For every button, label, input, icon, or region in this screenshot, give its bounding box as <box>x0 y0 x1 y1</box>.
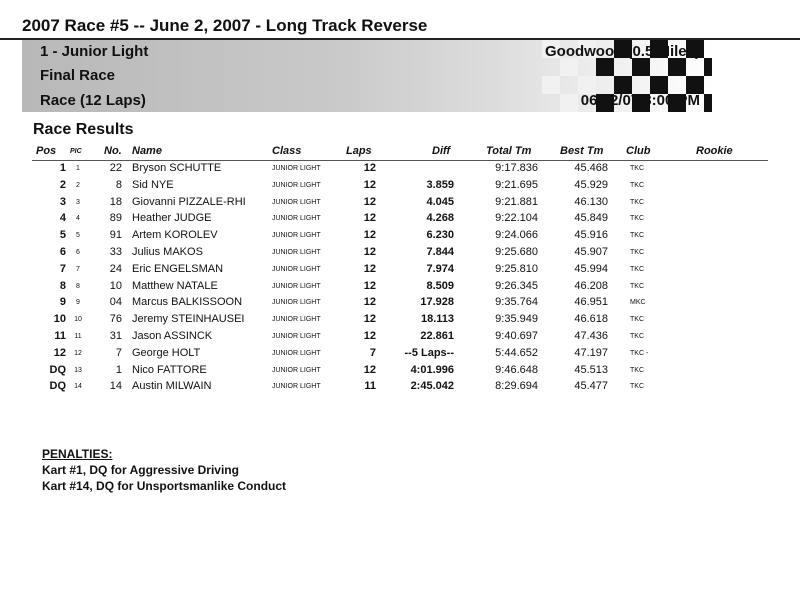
cell-pos: 9 <box>59 296 66 309</box>
cell-total-time: 9:21.695 <box>495 178 538 191</box>
cell-pos: 12 <box>53 346 66 359</box>
cell-laps: 12 <box>363 229 376 242</box>
race-type: Final Race <box>40 67 116 84</box>
section-title: Race Results <box>33 121 134 138</box>
cell-pos: 10 <box>53 313 66 326</box>
cell-club: TKC <box>630 282 644 290</box>
cell-kart-number: 89 <box>109 212 122 225</box>
cell-club: TKC <box>630 198 644 206</box>
checker-square <box>542 76 560 94</box>
checker-square <box>632 58 650 76</box>
race-info-banner <box>22 40 712 112</box>
cell-diff: 6.230 <box>426 229 454 242</box>
table-row <box>32 210 768 227</box>
cell-laps: 12 <box>363 212 376 225</box>
cell-diff: 2:45.042 <box>410 380 454 393</box>
cell-pic: 4 <box>76 215 80 223</box>
cell-laps: 12 <box>363 245 376 258</box>
cell-laps: 12 <box>363 195 376 208</box>
penalties-section <box>42 447 286 495</box>
cell-total-time: 5:44.652 <box>495 346 538 359</box>
cell-pic: 7 <box>76 265 80 273</box>
cell-driver-name: Giovanni PIZZALE-RHI <box>132 195 246 208</box>
table-row <box>32 378 768 395</box>
cell-diff: 4.045 <box>426 195 454 208</box>
cell-laps: 11 <box>364 380 376 393</box>
cell-diff: 7.974 <box>426 262 454 275</box>
cell-laps: 12 <box>363 162 376 174</box>
cell-total-time: 9:46.648 <box>495 363 538 376</box>
table-row <box>32 294 768 311</box>
cell-pos: 7 <box>59 262 66 275</box>
cell-diff: 3.859 <box>426 178 454 191</box>
cell-driver-name: Matthew NATALE <box>132 279 218 292</box>
cell-kart-number: 18 <box>109 195 122 208</box>
penalties-title: PENALTIES: <box>42 447 113 461</box>
cell-best-time: 46.618 <box>574 313 608 326</box>
cell-best-time: 45.513 <box>574 363 608 376</box>
cell-class: JUNIOR LIGHT <box>272 198 321 206</box>
cell-pic: 11 <box>74 332 82 340</box>
cell-club: TKC <box>630 181 644 189</box>
cell-kart-number: 22 <box>109 162 122 174</box>
cell-kart-number: 10 <box>109 279 122 292</box>
cell-best-time: 46.951 <box>574 296 608 309</box>
header-best: Best Tm <box>560 145 604 157</box>
cell-kart-number: 91 <box>109 229 122 242</box>
cell-pic: 13 <box>74 366 82 374</box>
cell-pic: 1 <box>76 165 80 172</box>
cell-pos: 6 <box>59 245 66 258</box>
cell-class: JUNIOR LIGHT <box>272 282 321 290</box>
header-no: No. <box>104 145 122 157</box>
cell-laps: 12 <box>363 279 376 292</box>
header-diff: Diff <box>432 145 451 157</box>
cell-total-time: 9:35.949 <box>495 313 538 326</box>
title-bar <box>0 0 800 40</box>
header-rookie: Rookie <box>696 145 733 157</box>
cell-class: JUNIOR LIGHT <box>272 248 321 256</box>
cell-club: TKC <box>630 165 644 172</box>
cell-total-time: 9:17.836 <box>495 162 538 174</box>
cell-best-time: 46.130 <box>574 195 608 208</box>
cell-class: JUNIOR LIGHT <box>272 383 321 391</box>
cell-pic: 2 <box>76 181 80 189</box>
cell-pic: 5 <box>76 232 80 240</box>
cell-class: JUNIOR LIGHT <box>272 349 321 357</box>
header-class: Class <box>272 145 302 157</box>
cell-class: JUNIOR LIGHT <box>272 332 321 340</box>
cell-laps: 12 <box>363 262 376 275</box>
cell-diff: 8.509 <box>426 279 454 292</box>
cell-club: TKC <box>630 232 644 240</box>
cell-diff: 4:01.996 <box>410 363 454 376</box>
class-line: 1 - Junior Light <box>40 43 149 60</box>
cell-pic: 9 <box>76 299 80 307</box>
cell-driver-name: George HOLT <box>132 346 201 359</box>
cell-pos: 11 <box>54 329 66 342</box>
cell-club: TKC <box>630 332 644 340</box>
cell-pos: DQ <box>49 380 66 393</box>
cell-pos: 1 <box>59 162 66 174</box>
cell-pos: 4 <box>59 212 66 225</box>
race-laps: Race (12 Laps) <box>40 92 146 109</box>
cell-diff: 17.928 <box>420 296 454 309</box>
cell-diff: 7.844 <box>426 245 454 258</box>
cell-laps: 12 <box>363 313 376 326</box>
cell-pic: 14 <box>74 383 82 391</box>
race-datetime: 06/02/07 3:00 PM <box>580 92 700 109</box>
cell-laps: 12 <box>363 329 376 342</box>
cell-class: JUNIOR LIGHT <box>272 366 321 374</box>
cell-driver-name: Heather JUDGE <box>132 212 212 225</box>
cell-class: JUNIOR LIGHT <box>272 265 321 273</box>
cell-diff: 22.861 <box>420 329 454 342</box>
cell-class: JUNIOR LIGHT <box>272 215 321 223</box>
cell-best-time: 45.477 <box>574 380 608 393</box>
cell-driver-name: Eric ENGELSMAN <box>132 262 224 275</box>
cell-driver-name: Julius MAKOS <box>132 245 203 258</box>
checker-square <box>704 94 712 112</box>
cell-best-time: 45.916 <box>574 229 608 242</box>
checker-square <box>704 58 712 76</box>
table-header <box>32 144 768 161</box>
table-row <box>32 194 768 211</box>
cell-pos: 2 <box>59 178 66 191</box>
cell-class: JUNIOR LIGHT <box>272 316 321 324</box>
cell-best-time: 46.208 <box>574 279 608 292</box>
table-row <box>32 328 768 345</box>
cell-kart-number: 8 <box>115 178 122 191</box>
cell-total-time: 9:21.881 <box>495 195 538 208</box>
cell-pos: DQ <box>49 363 66 376</box>
checker-square <box>560 58 578 76</box>
cell-pic: 12 <box>74 349 82 357</box>
penalty-item: Kart #14, DQ for Unsportsmanlike Conduct <box>42 479 287 493</box>
cell-diff: 4.268 <box>426 212 454 225</box>
table-row <box>32 244 768 261</box>
cell-club: TKC <box>630 248 644 256</box>
cell-driver-name: Sid NYE <box>132 178 174 191</box>
cell-diff: 18.113 <box>420 313 454 326</box>
cell-kart-number: 1 <box>115 363 122 376</box>
cell-laps: 12 <box>363 178 376 191</box>
header-total: Total Tm <box>486 145 532 157</box>
cell-club: TKC <box>630 215 644 223</box>
cell-club: TKC <box>630 366 644 374</box>
cell-kart-number: 24 <box>109 262 122 275</box>
checker-square <box>560 94 578 112</box>
cell-best-time: 47.197 <box>574 346 608 359</box>
cell-driver-name: Jeremy STEINHAUSEI <box>132 313 245 326</box>
cell-kart-number: 14 <box>109 380 122 393</box>
cell-total-time: 8:29.694 <box>495 380 538 393</box>
cell-class: JUNIOR LIGHT <box>272 232 321 240</box>
cell-pic: 3 <box>76 198 80 206</box>
cell-total-time: 9:25.810 <box>495 262 538 275</box>
cell-class: JUNIOR LIGHT <box>272 181 321 189</box>
cell-club: TKC <box>630 316 644 324</box>
cell-kart-number: 33 <box>109 245 122 258</box>
cell-laps: 12 <box>363 296 376 309</box>
cell-class: JUNIOR LIGHT <box>272 299 321 307</box>
cell-total-time: 9:22.104 <box>495 212 538 225</box>
cell-best-time: 47.436 <box>574 329 608 342</box>
cell-kart-number: 31 <box>109 329 122 342</box>
cell-diff: --5 Laps-- <box>404 346 454 359</box>
table-row <box>32 177 768 194</box>
cell-pos: 5 <box>59 229 66 242</box>
cell-club: TKC <box>630 383 644 391</box>
cell-total-time: 9:25.680 <box>495 245 538 258</box>
cell-best-time: 45.994 <box>574 262 608 275</box>
cell-club: TKC - <box>630 349 649 357</box>
cell-pic: 6 <box>76 248 80 256</box>
cell-club: TKC <box>630 265 644 273</box>
cell-kart-number: 7 <box>115 346 122 359</box>
cell-total-time: 9:24.066 <box>495 229 538 242</box>
penalty-item: Kart #1, DQ for Aggressive Driving <box>42 463 239 477</box>
cell-kart-number: 04 <box>109 296 122 309</box>
cell-pos: 8 <box>59 279 66 292</box>
cell-pic: 10 <box>74 316 82 324</box>
cell-driver-name: Artem KOROLEV <box>132 229 218 242</box>
cell-best-time: 45.907 <box>574 245 608 258</box>
header-club: Club <box>626 145 651 157</box>
cell-best-time: 45.929 <box>574 178 608 191</box>
checker-square <box>596 58 614 76</box>
results-table <box>32 160 768 395</box>
table-row <box>32 345 768 362</box>
cell-pos: 3 <box>59 195 66 208</box>
cell-total-time: 9:35.764 <box>495 296 538 309</box>
checker-square <box>668 58 686 76</box>
header-pic: PIC <box>70 148 82 155</box>
cell-driver-name: Marcus BALKISSOON <box>132 296 243 309</box>
header-name: Name <box>132 145 162 157</box>
document-title: 2007 Race #5 -- June 2, 2007 - Long Track Reverse <box>22 16 428 35</box>
cell-kart-number: 76 <box>109 313 122 326</box>
cell-best-time: 45.849 <box>574 212 608 225</box>
header-laps: Laps <box>346 145 372 157</box>
header-pos: Pos <box>36 145 57 157</box>
cell-driver-name: Bryson SCHUTTE <box>132 162 222 174</box>
cell-driver-name: Jason ASSINCK <box>132 329 213 342</box>
cell-pic: 8 <box>76 282 80 290</box>
cell-best-time: 45.468 <box>574 162 608 174</box>
cell-driver-name: Nico FATTORE <box>132 363 207 376</box>
track-name: Goodwood (0.5 Miles) <box>544 43 700 60</box>
cell-total-time: 9:26.345 <box>495 279 538 292</box>
table-row <box>32 311 768 328</box>
cell-driver-name: Austin MILWAIN <box>132 380 212 393</box>
table-row <box>32 278 768 295</box>
cell-laps: 7 <box>369 346 376 359</box>
cell-laps: 12 <box>363 363 376 376</box>
cell-class: JUNIOR LIGHT <box>272 165 321 172</box>
cell-club: MKC <box>630 299 646 307</box>
table-row <box>32 227 768 244</box>
table-row <box>32 261 768 278</box>
table-row <box>32 160 768 177</box>
table-row <box>32 362 768 379</box>
cell-total-time: 9:40.697 <box>495 329 538 342</box>
